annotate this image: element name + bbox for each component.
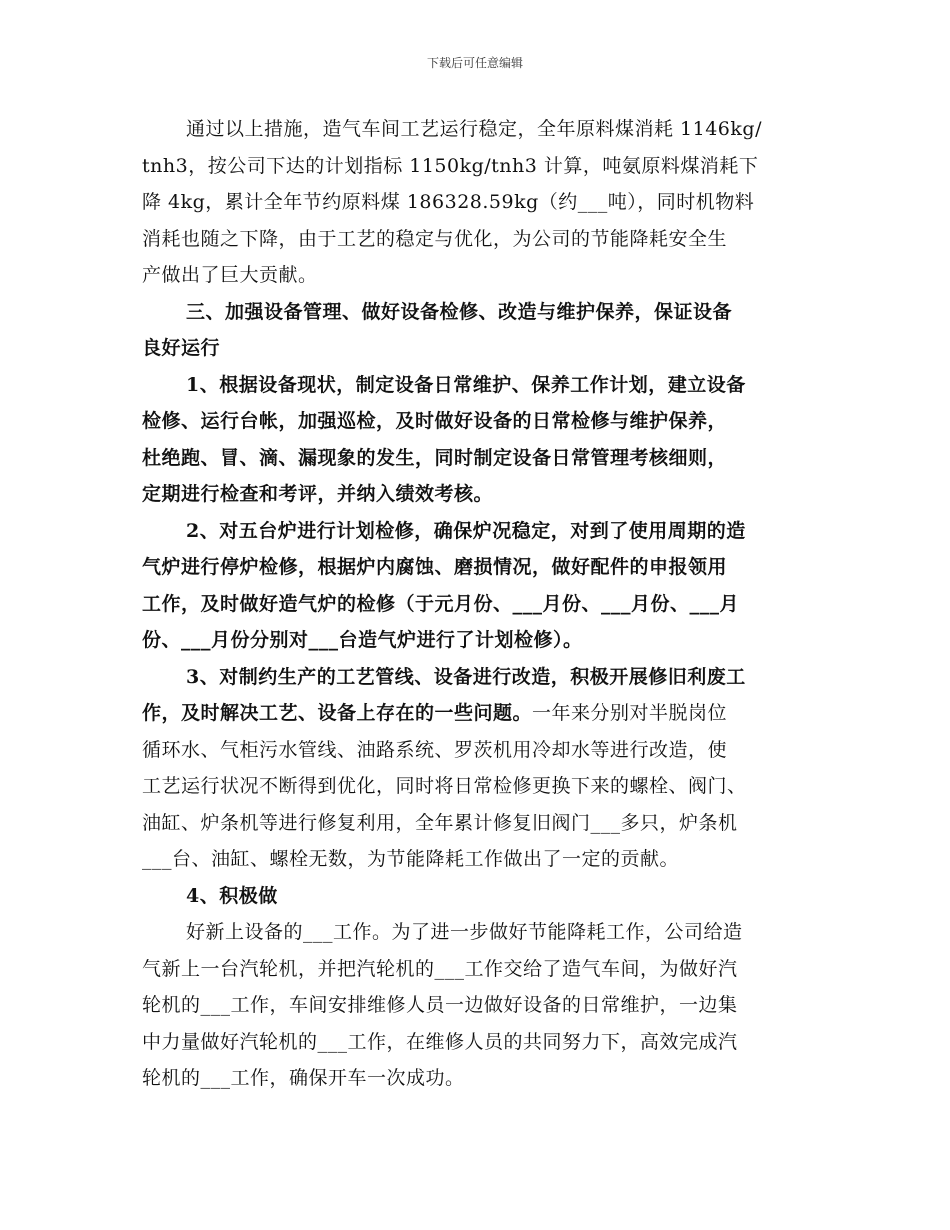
text-line <box>142 659 812 696</box>
line-text: 份、___月份分别对___台造气炉进行了计划检修）。 <box>142 629 583 651</box>
text-line <box>142 513 812 550</box>
line-text: 通过以上措施，造气车间工艺运行稳定，全年原料煤消耗 1146kg/ <box>186 118 762 140</box>
text-line <box>142 549 812 586</box>
line-text: 中力量做好汽轮机的___工作，在维修人员的共同努力下，高效完成汽 <box>142 1030 738 1053</box>
text-line <box>142 403 812 440</box>
line-text: 降 4kg，累计全年节约原料煤 186328.59kg（约___吨），同时机物料 <box>142 191 755 213</box>
line-text: 气炉进行停炉检修，根据炉内腐蚀、磨损情况，做好配件的申报领用 <box>142 556 728 578</box>
text-line <box>142 367 812 404</box>
line-text: 作，及时解决工艺、设备上存在的一些问题。 <box>142 702 533 724</box>
text-line <box>142 878 812 915</box>
text-line <box>142 841 812 878</box>
line-text: 工作，及时做好造气炉的检修（于元月份、___月份、___月份、___月 <box>142 592 740 615</box>
line-text: 工艺运行状况不断得到优化，同时将日常检修更换下来的螺栓、阀门、 <box>142 775 747 797</box>
line-text: tnh3，按公司下达的计划指标 1150kg/tnh3 计算，吨氨原料煤消耗下 <box>142 154 759 177</box>
line-text: 2、对五台炉进行计划检修，确保炉况稳定，对到了使用周期的造 <box>186 519 746 542</box>
line-text: 循环水、气柜污水管线、油路系统、罗茨机用冷却水等进行改造，使 <box>142 738 728 761</box>
text-line <box>142 951 812 988</box>
text-line <box>142 257 812 294</box>
line-text: 消耗也随之下降，由于工艺的稳定与优化，为公司的节能降耗安全生 <box>142 227 728 250</box>
text-line <box>142 914 812 951</box>
text-line <box>142 1024 812 1061</box>
text-line <box>142 148 812 185</box>
line-text-continuation: 一年来分别对半脱岗位 <box>532 702 728 724</box>
text-line <box>142 476 812 513</box>
text-line <box>142 695 812 732</box>
line-text: 4、积极做 <box>186 884 278 907</box>
line-text: 定期进行检查和考评，并纳入绩效考核。 <box>142 483 494 505</box>
document-body <box>142 111 812 1097</box>
line-text: 1、根据设备现状，制定设备日常维护、保养工作计划，建立设备 <box>186 373 746 396</box>
text-line <box>142 805 812 842</box>
line-text: ___台、油缸、螺栓无数，为节能降耗工作做出了一定的贡献。 <box>142 848 680 870</box>
text-line <box>142 221 812 258</box>
line-text: 轮机的___工作，确保开车一次成功。 <box>142 1067 465 1089</box>
text-line <box>142 330 812 367</box>
line-text: 油缸、炉条机等进行修复利用，全年累计修复旧阀门___多只，炉条机 <box>142 811 738 834</box>
line-text: 良好运行 <box>142 337 221 359</box>
text-line <box>142 987 812 1024</box>
line-text: 轮机的___工作，车间安排维修人员一边做好设备的日常维护，一边集 <box>142 994 738 1016</box>
text-line <box>142 294 812 331</box>
text-line <box>142 440 812 477</box>
line-text: 杜绝跑、冒、滴、漏现象的发生，同时制定设备日常管理考核细则， <box>142 446 728 469</box>
text-line <box>142 184 812 221</box>
line-text: 三、加强设备管理、做好设备检修、改造与维护保养，保证设备 <box>186 300 733 323</box>
line-text: 检修、运行台帐，加强巡检，及时做好设备的日常检修与维护保养， <box>142 410 728 432</box>
text-line <box>142 732 812 769</box>
text-line <box>142 1060 812 1097</box>
line-text: 产做出了巨大贡献。 <box>142 264 318 286</box>
line-text: 3、对制约生产的工艺管线、设备进行改造，积极开展修旧利废工 <box>186 665 746 688</box>
page-header: 下载后可任意编辑 <box>426 56 523 70</box>
line-text: 气新上一台汽轮机，并把汽轮机的___工作交给了造气车间，为做好汽 <box>142 957 738 980</box>
text-line <box>142 586 812 623</box>
line-text: 好新上设备的___工作。为了进一步做好节能降耗工作，公司给造 <box>186 921 743 943</box>
text-line <box>142 768 812 805</box>
text-line <box>142 111 812 148</box>
text-line <box>142 622 812 659</box>
